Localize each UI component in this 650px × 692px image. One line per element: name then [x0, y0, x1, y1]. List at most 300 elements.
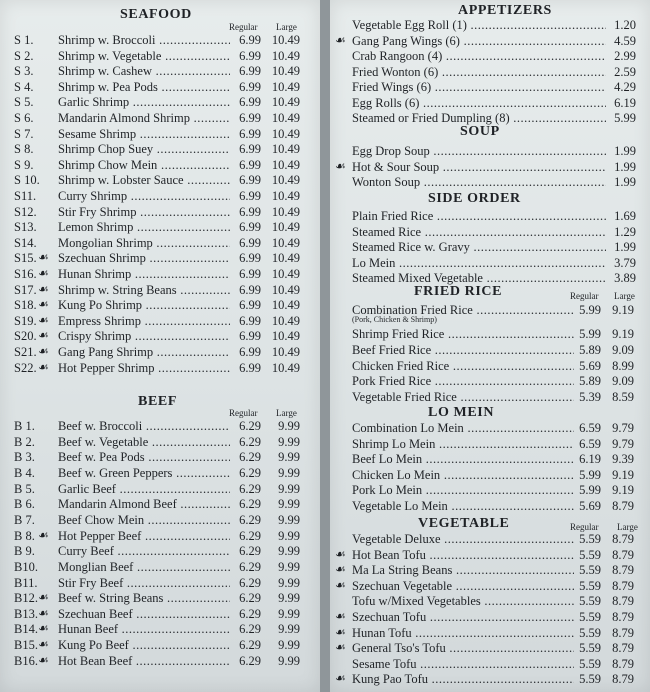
hot-spicy-icon: ☙: [38, 527, 49, 542]
item-name: Shrimp w. Vegetable .....: [58, 48, 230, 64]
item-name: Fried Wonton (6) .....: [352, 64, 606, 80]
item-price-regular: 6.99: [239, 48, 261, 63]
item-price-large: 10.49: [271, 220, 300, 235]
item-code: S 10.: [14, 173, 40, 188]
item-price-large: 9.09: [612, 343, 634, 357]
item-code: B10.: [14, 559, 38, 574]
fried-rice-col-large: Large: [614, 291, 635, 301]
menu-item-row: [330, 593, 650, 609]
item-price: 1.29: [614, 224, 636, 239]
menu-item-row: [0, 344, 320, 360]
item-price-regular: 5.99: [579, 327, 601, 341]
item-code: B12.: [14, 591, 38, 606]
item-price-large: 8.79: [612, 641, 634, 656]
item-code: S16.: [14, 267, 37, 281]
item-price-large: 8.99: [612, 358, 634, 373]
item-price-large: 9.19: [612, 327, 634, 341]
item-price-large: 9.99: [278, 638, 300, 653]
item-name: Beef Lo Mein .....: [352, 451, 574, 467]
menu-item-row: [0, 94, 320, 110]
item-price-regular: 6.29: [239, 638, 261, 653]
menu-item-row: [0, 204, 320, 220]
item-name: Hot Pepper Beef .....: [58, 528, 230, 544]
item-price-large: 10.49: [271, 235, 300, 250]
item-code: B14.: [14, 622, 38, 637]
item-code: B 5.: [14, 481, 35, 496]
item-name: Shrimp w. Broccoli .....: [58, 32, 230, 48]
item-price-large: 10.49: [271, 126, 300, 141]
item-name: General Tso's Tofu .....: [352, 640, 574, 656]
item-price-regular: 6.99: [239, 313, 261, 328]
item-name: Vegetable Deluxe .....: [352, 531, 574, 547]
item-code: S 1.: [14, 33, 34, 47]
item-code: S 3.: [14, 64, 34, 79]
item-name: Steamed Mixed Vegetable .....: [352, 270, 606, 286]
hot-spicy-icon: ☙: [38, 312, 49, 327]
item-price-regular: 6.59: [579, 421, 601, 435]
hot-spicy-icon: ☙: [38, 605, 49, 620]
item-name: Mandarin Almond Shrimp .....: [58, 110, 230, 126]
item-name: Shrimp w. String Beans .....: [58, 282, 230, 298]
item-price-regular: 6.29: [239, 512, 261, 527]
item-price: 2.59: [614, 64, 636, 79]
item-price: 4.59: [614, 33, 636, 48]
item-name: Lo Mein .....: [352, 255, 606, 271]
item-price: 3.79: [614, 255, 636, 270]
item-name: Hot Bean Beef .....: [58, 653, 230, 669]
item-name: Steamed Rice .....: [352, 224, 606, 240]
item-code: S15.: [14, 251, 37, 266]
item-price-regular: 5.59: [579, 594, 601, 609]
menu-item-row: [0, 297, 320, 313]
item-code: B 4.: [14, 465, 35, 480]
menu-item-row: [330, 342, 650, 358]
menu-item-row: [0, 621, 320, 637]
menu-item-row: [330, 436, 650, 452]
item-price: 1.99: [614, 159, 636, 174]
item-name: Stir Fry Beef .....: [58, 575, 230, 591]
menu-item-row: [0, 282, 320, 298]
hot-spicy-icon: ☙: [335, 640, 346, 655]
item-code: B13.: [14, 606, 38, 621]
item-code: S 5.: [14, 95, 34, 110]
menu-item-row: [0, 250, 320, 266]
menu-item-row: [330, 389, 650, 405]
item-price-large: 10.49: [271, 142, 300, 157]
item-price-regular: 6.29: [239, 481, 261, 496]
menu-item-row: [0, 449, 320, 465]
item-price-regular: 6.99: [239, 79, 261, 94]
menu-item-row: [0, 434, 320, 450]
item-price-large: 8.79: [612, 532, 634, 546]
item-price-regular: 6.99: [239, 126, 261, 141]
item-price-large: 8.79: [612, 610, 634, 624]
hot-spicy-icon: ☙: [335, 32, 346, 47]
menu-item-row: [0, 606, 320, 622]
item-price-regular: 5.59: [579, 656, 601, 671]
item-price-large: 8.79: [612, 499, 634, 513]
item-price-large: 10.49: [271, 95, 300, 110]
item-code: B 1.: [14, 419, 35, 433]
item-code: B 3.: [14, 450, 35, 465]
item-price-large: 10.49: [271, 111, 300, 125]
item-code: S13.: [14, 220, 37, 235]
item-name: Steamed or Fried Dumpling (8) .....: [352, 110, 606, 126]
item-price-regular: 6.29: [239, 559, 261, 574]
item-price-regular: 6.99: [239, 235, 261, 250]
item-name: Empress Shrimp .....: [58, 313, 230, 329]
item-price-large: 9.99: [278, 481, 300, 496]
menu-item-row: [0, 328, 320, 344]
item-price-regular: 6.99: [239, 33, 261, 47]
item-price-large: 9.19: [612, 483, 634, 498]
vegetable-col-large: Large: [617, 522, 638, 532]
item-code: S17.: [14, 282, 37, 297]
hot-spicy-icon: ☙: [38, 359, 49, 374]
fried-rice-col-regular: Regular: [570, 291, 599, 301]
menu-item-row: [330, 640, 650, 656]
item-price: 4.29: [614, 80, 636, 94]
menu-item-row: [330, 671, 650, 687]
appetizers-title: APPETIZERS: [458, 3, 552, 18]
hot-spicy-icon: ☙: [335, 577, 346, 592]
item-name: Hunan Tofu .....: [352, 625, 574, 641]
item-name: Crab Rangoon (4) .....: [352, 48, 606, 64]
menu-item-row: [330, 159, 650, 175]
item-price-large: 10.49: [271, 345, 300, 359]
menu-item-row: [0, 32, 320, 48]
item-price-large: 9.19: [612, 467, 634, 482]
menu-item-row: [330, 547, 650, 563]
item-name: Vegetable Egg Roll (1) .....: [352, 17, 606, 33]
item-code: S18.: [14, 298, 37, 313]
item-price-large: 10.49: [271, 329, 300, 344]
menu-item-row: [330, 625, 650, 641]
item-price-regular: 5.89: [579, 374, 601, 388]
item-name: Crispy Shrimp .....: [58, 328, 230, 344]
hot-spicy-icon: ☙: [38, 297, 49, 312]
item-name: Hot Bean Tofu .....: [352, 547, 574, 563]
item-name: Lemon Shrimp .....: [58, 219, 230, 235]
item-price-large: 10.49: [271, 282, 300, 297]
item-price: 1.69: [614, 209, 636, 223]
item-name: Szechuan Vegetable .....: [352, 578, 574, 594]
menu-item-row: [330, 174, 650, 190]
menu-item-row: [0, 219, 320, 235]
item-price-large: 8.59: [612, 389, 634, 404]
item-price-large: 9.99: [278, 512, 300, 527]
item-code: S12.: [14, 204, 37, 219]
seafood-col-regular: Regular: [229, 22, 258, 32]
seafood-title: SEAFOOD: [120, 7, 192, 22]
item-price-large: 9.99: [278, 544, 300, 559]
hot-spicy-icon: ☙: [38, 652, 49, 667]
item-name: Hot Pepper Shrimp .....: [58, 360, 230, 376]
menu-item-row: [0, 188, 320, 204]
item-price-regular: 5.59: [579, 641, 601, 656]
item-name: Shrimp Fried Rice .....: [352, 326, 574, 342]
item-code: S21.: [14, 345, 37, 359]
item-price-large: 8.79: [612, 594, 634, 609]
item-price-regular: 6.99: [239, 298, 261, 313]
item-code: B 2.: [14, 434, 35, 449]
item-price-regular: 5.59: [579, 547, 601, 562]
item-price-large: 9.99: [278, 450, 300, 465]
item-price-large: 10.49: [271, 313, 300, 328]
menu-item-row: [330, 33, 650, 49]
menu-item-row: [330, 373, 650, 389]
item-price-large: 10.49: [271, 360, 300, 375]
menu-item-row: [0, 157, 320, 173]
item-price-regular: 6.99: [239, 111, 261, 125]
beef-col-regular: Regular: [229, 408, 258, 418]
menu-item-row: [0, 512, 320, 528]
menu-item-row: [330, 562, 650, 578]
fried-rice-title: FRIED RICE: [414, 284, 503, 299]
menu-item-row: [330, 578, 650, 594]
item-price-large: 9.79: [612, 436, 634, 451]
item-code: B 9.: [14, 544, 35, 559]
item-price-large: 8.79: [612, 656, 634, 671]
item-code: B 8.: [14, 528, 35, 543]
menu-item-row: [0, 653, 320, 669]
item-price-regular: 5.89: [579, 343, 601, 357]
item-name: Sesame Shrimp .....: [58, 126, 230, 142]
item-price-large: 9.99: [278, 591, 300, 606]
item-price-regular: 5.59: [579, 672, 601, 687]
item-name: Hot & Sour Soup .....: [352, 159, 606, 175]
vegetable-col-regular: Regular: [570, 522, 599, 532]
menu-item-row: [0, 313, 320, 329]
item-code: B 6.: [14, 497, 35, 512]
menu-item-row: [330, 95, 650, 111]
menu-item-row: [330, 326, 650, 342]
item-price-regular: 5.99: [579, 303, 601, 317]
item-price-large: 10.49: [271, 189, 300, 203]
item-name: Garlic Shrimp .....: [58, 94, 230, 110]
item-price-regular: 6.29: [239, 465, 261, 480]
item-name: Kung Po Beef .....: [58, 637, 230, 653]
item-price-large: 9.99: [278, 497, 300, 512]
item-price-large: 9.99: [278, 575, 300, 590]
hot-spicy-icon: ☙: [38, 328, 49, 343]
item-price-regular: 6.29: [239, 497, 261, 512]
item-name: Egg Rolls (6) .....: [352, 95, 606, 111]
menu-item-row: [330, 239, 650, 255]
item-price-regular: 6.99: [239, 251, 261, 266]
item-name: Gang Pang Wings (6) .....: [352, 33, 606, 49]
item-price-regular: 6.99: [239, 267, 261, 281]
menu-item-row: [330, 467, 650, 483]
item-code: S 2.: [14, 48, 34, 63]
item-name: Beef w. Pea Pods .....: [58, 449, 230, 465]
menu-item-row: [330, 143, 650, 159]
item-name: Egg Drop Soup .....: [352, 143, 606, 159]
item-code: S19.: [14, 313, 37, 328]
hot-spicy-icon: ☙: [335, 624, 346, 639]
item-price-regular: 6.29: [239, 606, 261, 621]
menu-item-row: [0, 360, 320, 376]
item-price-regular: 6.29: [239, 434, 261, 449]
beef-title: BEEF: [138, 394, 177, 409]
item-name: Beef Fried Rice .....: [352, 342, 574, 358]
item-code: S 6.: [14, 111, 34, 125]
hot-spicy-icon: ☙: [38, 266, 49, 280]
vegetable-title: VEGETABLE: [418, 516, 510, 531]
right-menu-panel: [330, 0, 650, 692]
menu-item-row: [0, 63, 320, 79]
menu-item-row: [0, 48, 320, 64]
item-name: Sesame Tofu .....: [352, 656, 574, 672]
item-price-regular: 6.99: [239, 95, 261, 110]
item-price-large: 9.19: [612, 303, 634, 317]
hot-spicy-icon: ☙: [335, 671, 346, 686]
item-name: Szechuan Beef .....: [58, 606, 230, 622]
item-price-large: 9.99: [278, 559, 300, 574]
item-name: Shrimp w. Cashew .....: [58, 63, 230, 79]
item-price-regular: 6.19: [579, 452, 601, 467]
item-name: Fried Wings (6) .....: [352, 79, 606, 95]
menu-item-row: [0, 543, 320, 559]
item-price: 2.99: [614, 49, 636, 63]
hot-spicy-icon: ☙: [38, 621, 49, 636]
menu-item-row: [330, 451, 650, 467]
item-price-large: 8.79: [612, 625, 634, 640]
item-name: Beef w. Vegetable .....: [58, 434, 230, 450]
item-name: Kung Po Shrimp .....: [58, 297, 230, 313]
menu-item-row: [0, 141, 320, 157]
item-price-regular: 6.99: [239, 345, 261, 359]
item-price-regular: 5.99: [579, 483, 601, 498]
menu-item-row: [0, 637, 320, 653]
item-price-regular: 6.99: [239, 142, 261, 157]
menu-item-row: [0, 465, 320, 481]
item-price-large: 9.79: [612, 421, 634, 435]
menu-item-row: [330, 482, 650, 498]
hot-spicy-icon: ☙: [38, 344, 49, 358]
item-name: Beef w. Green Peppers .....: [58, 465, 230, 481]
item-name: Tofu w/Mixed Vegetables .....: [352, 593, 574, 609]
item-price-regular: 6.99: [239, 157, 261, 172]
menu-item-row: [0, 79, 320, 95]
item-price: 6.19: [614, 95, 636, 110]
item-price-regular: 6.29: [239, 450, 261, 465]
item-price-large: 9.99: [278, 419, 300, 433]
item-code: S 7.: [14, 126, 34, 141]
menu-item-row: [330, 64, 650, 80]
item-name: Kung Pao Tofu .....: [352, 671, 574, 687]
item-price-large: 10.49: [271, 157, 300, 172]
item-price-regular: 6.29: [239, 622, 261, 637]
item-code: B15.: [14, 638, 38, 653]
item-name: Wonton Soup .....: [352, 174, 606, 190]
item-price-large: 9.99: [278, 622, 300, 637]
menu-item-row: [330, 208, 650, 224]
menu-item-row: [330, 531, 650, 547]
hot-spicy-icon: ☙: [335, 546, 346, 561]
menu-item-row: [330, 420, 650, 436]
item-name: Mongolian Shrimp .....: [58, 235, 230, 251]
item-price-regular: 6.99: [239, 173, 261, 188]
item-name: Curry Beef .....: [58, 543, 230, 559]
menu-item-row: [0, 235, 320, 251]
item-price-large: 8.79: [612, 547, 634, 562]
menu-item-row: [330, 79, 650, 95]
item-price-large: 9.99: [278, 606, 300, 621]
item-name: Shrimp w. Pea Pods .....: [58, 79, 230, 95]
menu-item-row: [330, 358, 650, 374]
item-name: Plain Fried Rice .....: [352, 208, 606, 224]
item-code: S11.: [14, 189, 37, 203]
item-name: Monglian Beef .....: [58, 559, 230, 575]
menu-item-row: [0, 126, 320, 142]
item-price-regular: 5.59: [579, 578, 601, 593]
item-name: Shrimp Chop Suey .....: [58, 141, 230, 157]
hot-spicy-icon: ☙: [335, 562, 346, 577]
item-price-large: 9.09: [612, 374, 634, 388]
item-price-regular: 6.99: [239, 64, 261, 79]
item-name: Pork Fried Rice .....: [352, 373, 574, 389]
menu-item-row: [0, 481, 320, 497]
item-code: B 7.: [14, 512, 35, 527]
item-price-regular: 5.59: [579, 610, 601, 624]
item-price-regular: 5.99: [579, 467, 601, 482]
menu-item-row: [330, 17, 650, 33]
item-price-regular: 5.69: [579, 358, 601, 373]
item-price-regular: 6.99: [239, 360, 261, 375]
item-name: Shrimp Lo Mein .....: [352, 436, 574, 452]
item-code: S22.: [14, 360, 37, 375]
item-price-regular: 6.99: [239, 329, 261, 344]
item-price-regular: 6.29: [239, 575, 261, 590]
menu-item-row: [330, 48, 650, 64]
item-name: Shrimp w. Lobster Sauce .....: [58, 172, 230, 188]
item-price-regular: 6.29: [239, 544, 261, 559]
item-price-large: 9.99: [278, 653, 300, 668]
menu-item-row: [0, 496, 320, 512]
item-name: Gang Pang Shrimp .....: [58, 344, 230, 360]
item-code: B11.: [14, 575, 38, 590]
item-name: Szechuan Shrimp .....: [58, 250, 230, 266]
item-price: 3.89: [614, 271, 636, 285]
item-price-regular: 6.99: [239, 282, 261, 297]
beef-col-large: Large: [276, 408, 297, 418]
item-price-large: 9.99: [278, 528, 300, 543]
hot-spicy-icon: ☙: [335, 158, 346, 173]
item-price-regular: 6.29: [239, 528, 261, 543]
item-code: S 4.: [14, 79, 34, 94]
item-name: Combination Lo Mein .....: [352, 420, 574, 436]
item-price: 1.99: [614, 175, 636, 189]
menu-item-row: [0, 266, 320, 282]
soup-title: SOUP: [460, 124, 500, 139]
menu-item-row: [0, 418, 320, 434]
item-name: Combination Fried Rice .....: [352, 302, 574, 318]
menu-item-row: [330, 224, 650, 240]
menu-item-row: [0, 559, 320, 575]
item-price-large: 8.79: [612, 578, 634, 593]
item-price-regular: 5.69: [579, 499, 601, 513]
item-name: Chicken Lo Mein .....: [352, 467, 574, 483]
item-price-regular: 6.29: [239, 591, 261, 606]
hot-spicy-icon: ☙: [335, 609, 346, 623]
menu-item-row: [0, 110, 320, 126]
item-price-large: 10.49: [271, 251, 300, 266]
item-name: Shrimp Chow Mein .....: [58, 157, 230, 173]
hot-spicy-icon: ☙: [38, 590, 49, 605]
item-name: Beef w. String Beans .....: [58, 590, 230, 606]
left-menu-panel: [0, 0, 320, 692]
